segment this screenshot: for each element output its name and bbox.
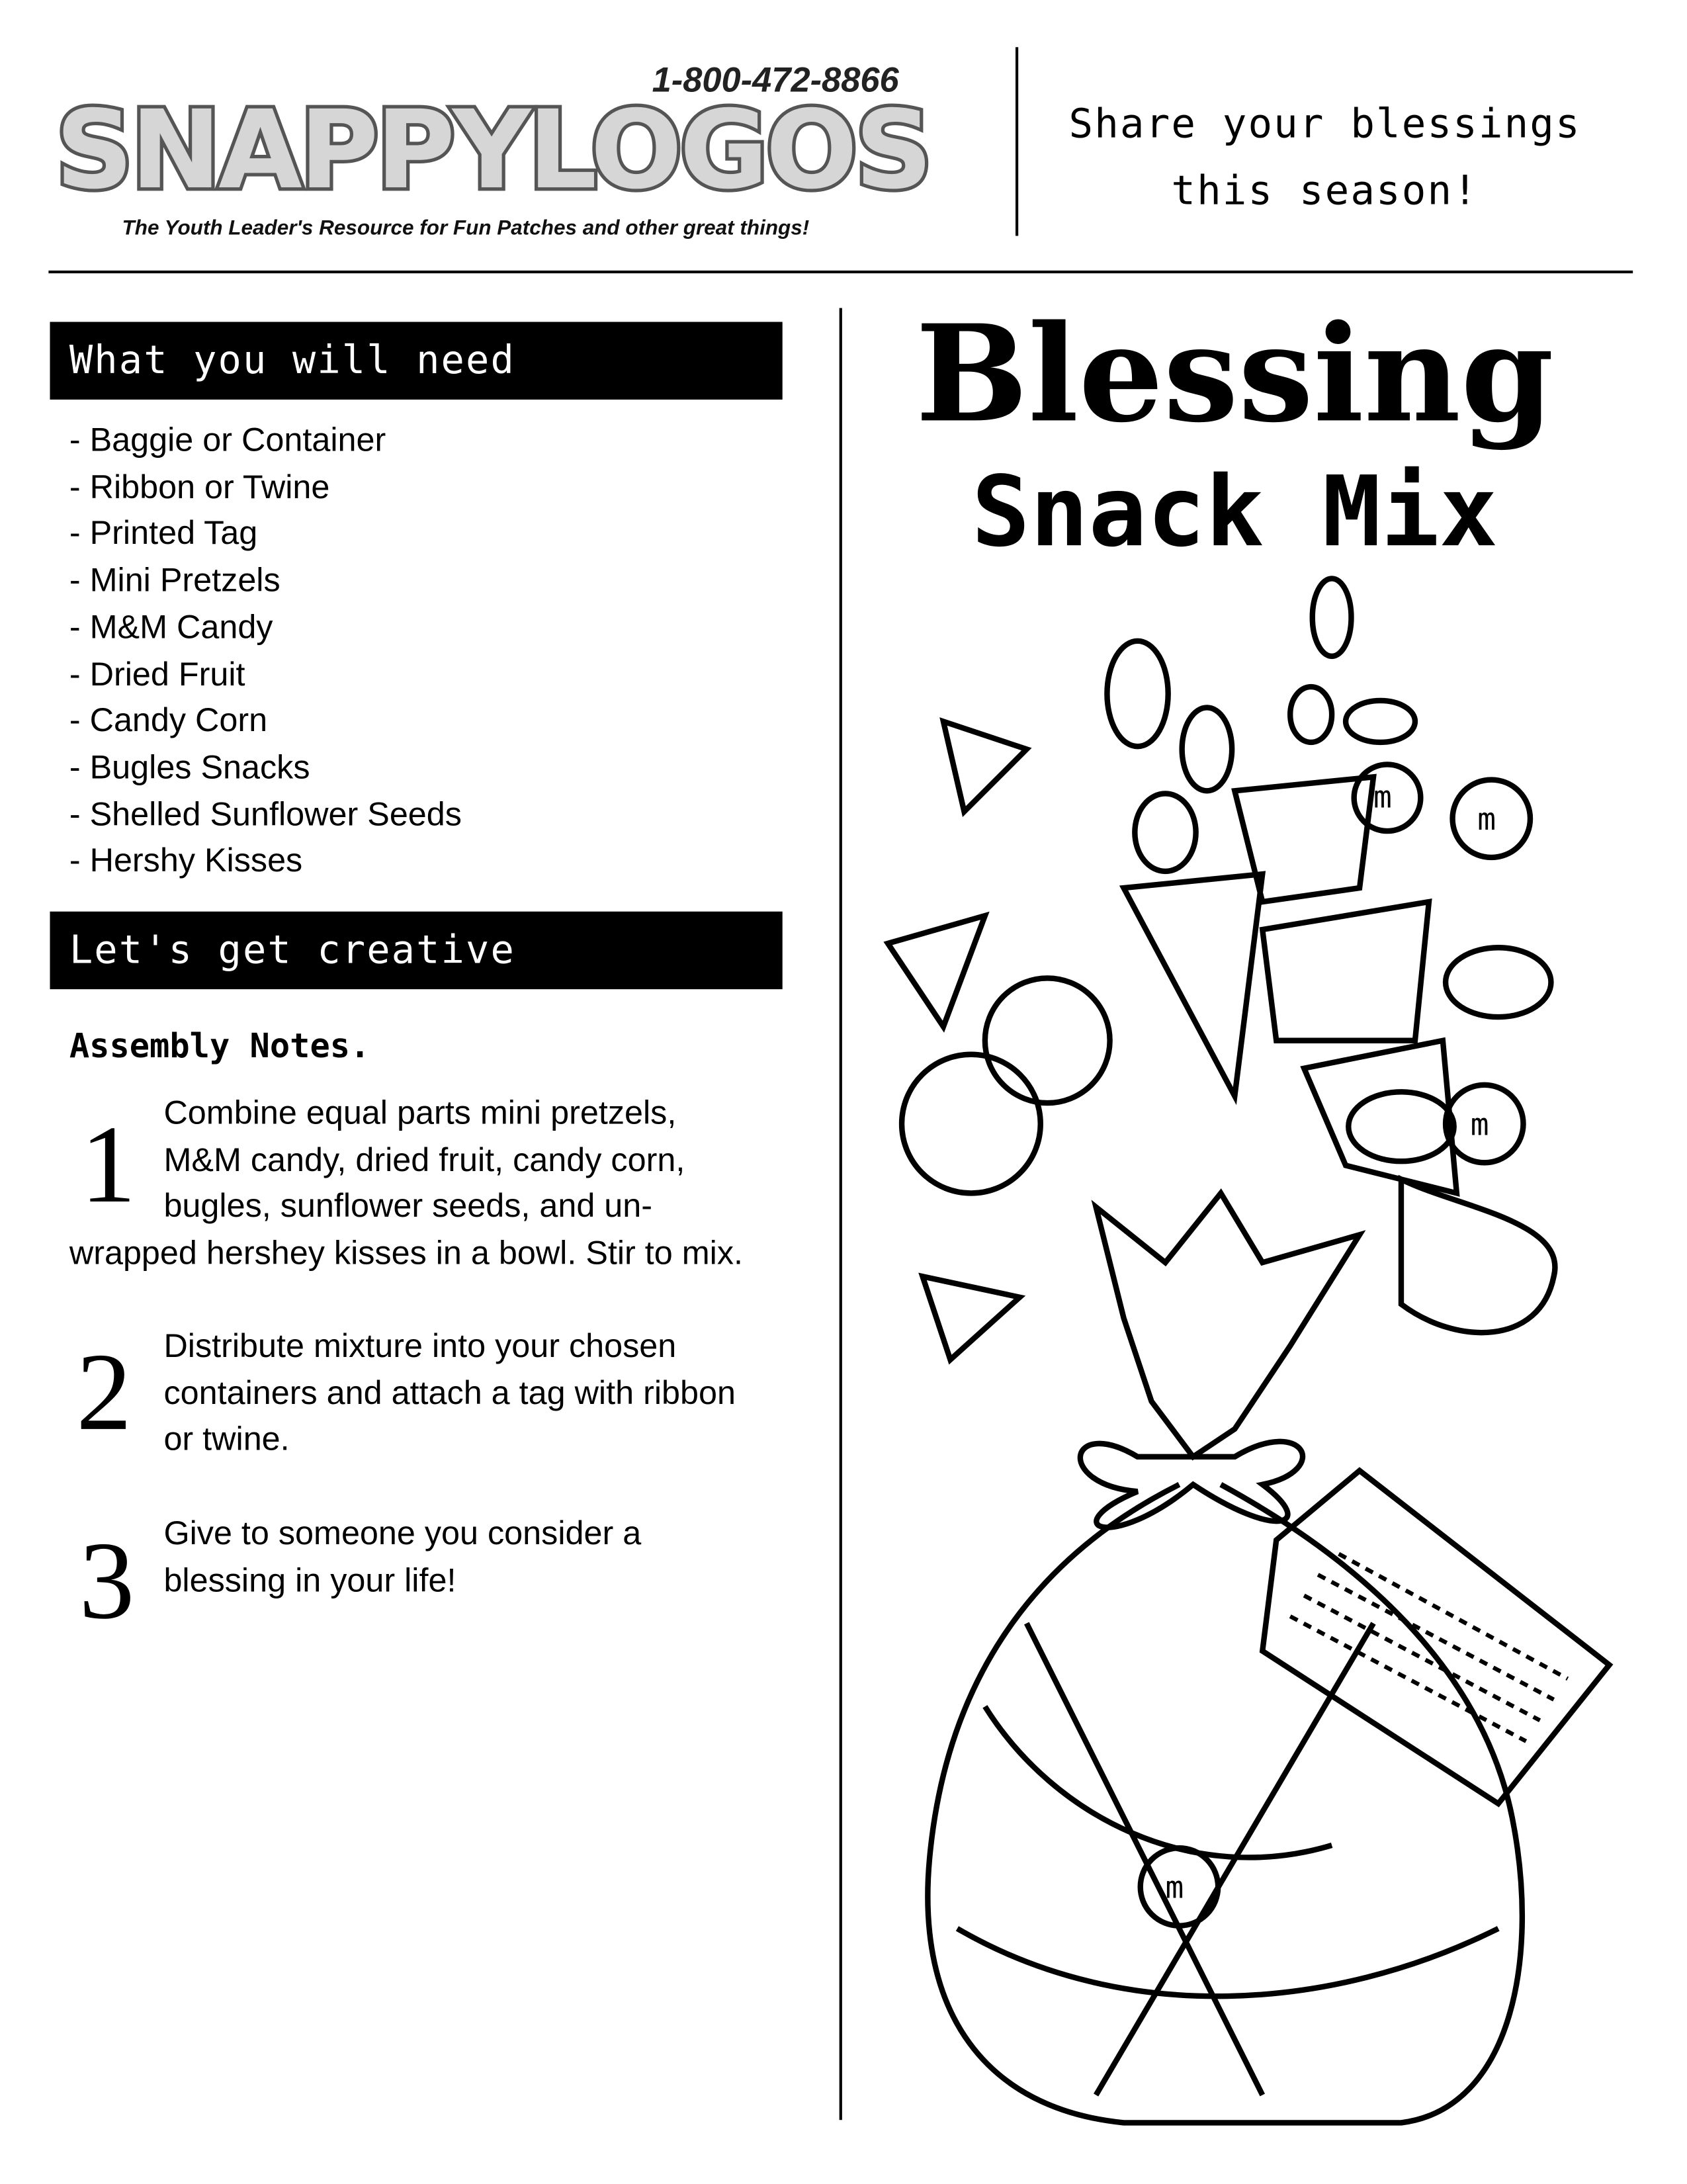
gift-bag [928,1193,1522,2122]
step-text [163,1090,685,1231]
title-blessing: Blessing [915,295,1554,453]
step-line: Give to someone you consider a [163,1514,642,1553]
list-item: - M&M Candy [69,609,273,647]
slogan-line-2: this season! [1171,166,1479,214]
mm-label: m [1165,1869,1184,1905]
creative-heading: Let's get creative [50,912,782,989]
list-item: - Bugles Snacks [69,749,310,787]
step-text [163,1324,736,1464]
snack-bag-illustration [846,569,1637,2137]
phone-number: 1-800-472-8866 [652,61,899,100]
logo-tagline: The Youth Leader's Resource for Fun Patches and other great things! [122,216,810,240]
title-snack-mix: Snack Mix [971,455,1498,569]
list-item: - Shelled Sunflower Seeds [69,796,462,834]
column-divider [840,308,842,2120]
gift-tag [1262,1471,1609,1804]
mm-candies [1141,764,1530,1925]
mm-label: m [1373,779,1392,815]
step-number: 2 [76,1332,132,1454]
step-number: 3 [79,1520,135,1643]
step-line: M&M candy, dried fruit, candy corn, [163,1141,685,1179]
step-line: bugles, sunflower seeds, and un- [163,1188,653,1226]
step-text [163,1511,641,1604]
list-item: - Dried Fruit [69,656,245,694]
list-item: - Baggie or Container [69,421,386,460]
step-line: blessing in your life! [163,1561,456,1600]
list-item: - Mini Pretzels [69,562,281,599]
step-line: Distribute mixture into your chosen [163,1327,677,1366]
step-line: containers and attach a tag with ribbon [163,1374,736,1413]
list-item: - Hershy Kisses [69,842,303,880]
slogan-line-1: Share your blessings [1068,99,1581,148]
header-rule [48,271,1633,273]
step-line: or twine. [163,1421,290,1459]
snappylogos-logo: SNAPPYLOGOS [55,89,930,214]
step-line: wrapped hershey kisses in a bowl. Stir to mix. [69,1235,744,1272]
step-line: Combine equal parts mini pretzels, [163,1094,677,1133]
assembly-notes-heading: Assembly Notes. [69,1026,370,1066]
mm-label: m [1470,1106,1489,1143]
list-item: - Ribbon or Twine [69,468,330,507]
needs-heading: What you will need [50,322,782,400]
list-item: - Printed Tag [69,514,258,552]
falling-snacks [888,578,1555,1360]
mm-label: m [1477,801,1496,838]
step-number: 1 [80,1104,136,1227]
list-item: - Candy Corn [69,702,268,740]
header-divider [1016,47,1018,236]
